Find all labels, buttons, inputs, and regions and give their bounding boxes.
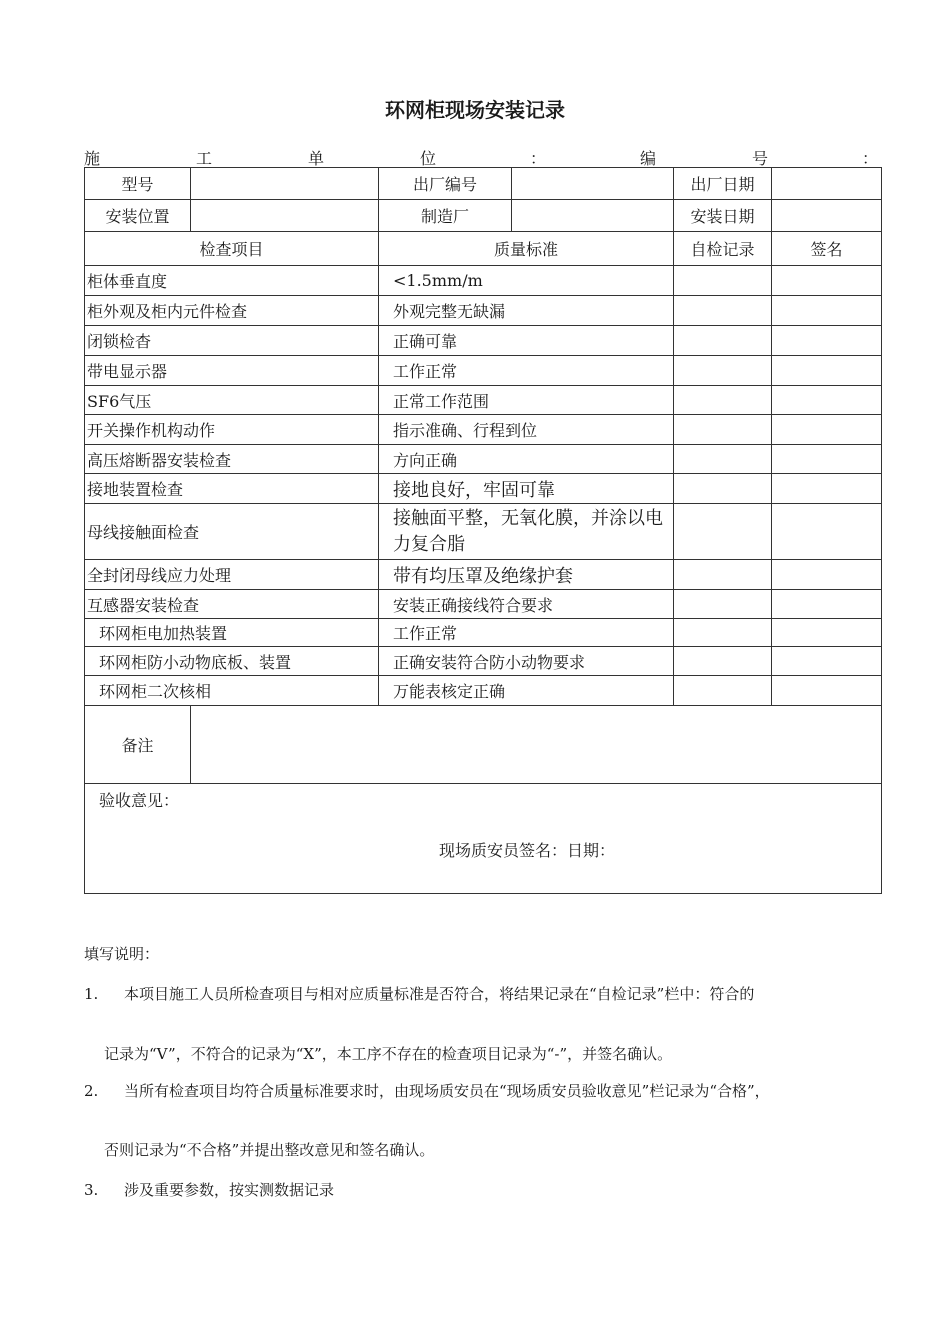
- unit-number-line: [84, 146, 880, 168]
- unit-char: 工: [196, 149, 213, 168]
- self-check-cell[interactable]: [674, 504, 772, 560]
- serial-label: 出厂编号: [379, 168, 512, 200]
- table-row: [85, 356, 882, 386]
- signature-cell[interactable]: [772, 647, 882, 676]
- check-item: 高压熔断器安装检查: [85, 445, 379, 474]
- quality-standard: 安装正确接线符合要求: [379, 590, 674, 619]
- note-2: [84, 1081, 864, 1101]
- self-check-cell[interactable]: [674, 474, 772, 504]
- check-item: 带电显示器: [85, 356, 379, 386]
- signature-cell[interactable]: [772, 619, 882, 647]
- factory-date-label: 出厂日期: [674, 168, 772, 200]
- remarks-field[interactable]: [191, 706, 882, 784]
- acceptance-label: 验收意见：: [99, 791, 180, 810]
- quality-standard: 接触面平整，无氧化膜，并涂以电力复合脂: [379, 504, 674, 560]
- self-check-cell[interactable]: [674, 445, 772, 474]
- unit-colon: ：: [530, 149, 547, 168]
- note-number: 2.: [84, 1082, 99, 1100]
- number-char: 号: [752, 149, 769, 168]
- serial-field[interactable]: [512, 168, 674, 200]
- check-item: SF6气压: [85, 386, 379, 415]
- self-check-cell[interactable]: [674, 415, 772, 445]
- acceptance-opinion-field[interactable]: [85, 784, 882, 894]
- notes-heading: 填写说明：: [84, 945, 160, 963]
- location-label: 安装位置: [85, 200, 191, 232]
- self-check-cell[interactable]: [674, 356, 772, 386]
- quality-standard: 指示准确、行程到位: [379, 415, 674, 445]
- quality-standard: 正确可靠: [379, 326, 674, 356]
- table-row: [85, 445, 882, 474]
- check-item: 柜外观及柜内元件检查: [85, 296, 379, 326]
- signature-cell[interactable]: [772, 676, 882, 706]
- check-item: 接地装置检查: [85, 474, 379, 504]
- acceptance-sign-label: 现场质安员签名：日期：: [439, 841, 616, 860]
- signature-cell[interactable]: [772, 266, 882, 296]
- unit-char: 施: [84, 149, 101, 168]
- check-item: 开关操作机构动作: [85, 415, 379, 445]
- signature-cell[interactable]: [772, 415, 882, 445]
- install-date-label: 安装日期: [674, 200, 772, 232]
- table-row: [85, 326, 882, 356]
- quality-standard: 工作正常: [379, 619, 674, 647]
- check-item: 环网柜电加热装置: [85, 619, 379, 647]
- number-colon: ：: [862, 149, 879, 168]
- table-row: [85, 296, 882, 326]
- number-char: 编: [640, 149, 657, 168]
- signature-cell[interactable]: [772, 445, 882, 474]
- table-row: [85, 619, 882, 647]
- signature-cell[interactable]: [772, 386, 882, 415]
- signature-cell[interactable]: [772, 326, 882, 356]
- quality-standard: <1.5mm/m: [379, 266, 674, 296]
- table-row: [85, 415, 882, 445]
- note-2-continued: 否则记录为“不合格”并提出整改意见和签名确认。: [104, 1141, 435, 1159]
- check-item: 互感器安装检查: [85, 590, 379, 619]
- col-header-signature: 签名: [772, 232, 882, 266]
- table-row: [85, 504, 882, 560]
- quality-standard: 工作正常: [379, 356, 674, 386]
- install-date-field[interactable]: [772, 200, 882, 232]
- self-check-cell[interactable]: [674, 296, 772, 326]
- location-field[interactable]: [191, 200, 379, 232]
- signature-cell[interactable]: [772, 590, 882, 619]
- maker-field[interactable]: [512, 200, 674, 232]
- note-number: 3.: [84, 1181, 99, 1199]
- col-header-standard: 质量标准: [379, 232, 674, 266]
- quality-standard: 接地良好，牢固可靠: [379, 474, 674, 504]
- quality-standard: 万能表核定正确: [379, 676, 674, 706]
- table-row: [85, 560, 882, 590]
- unit-char: 位: [420, 149, 437, 168]
- page-title: 环网柜现场安装记录: [385, 98, 565, 122]
- table-row: [85, 386, 882, 415]
- table-row: [85, 474, 882, 504]
- model-field[interactable]: [191, 168, 379, 200]
- check-item: 闭锁检杳: [85, 326, 379, 356]
- quality-standard: 正确安装符合防小动物要求: [379, 647, 674, 676]
- note-text: 当所有检查项目均符合质量标准要求时，由现场质安员在“现场质安员验收意见”栏记录为“合格”，: [124, 1082, 770, 1100]
- maker-label: 制造厂: [379, 200, 512, 232]
- check-item: 环网柜防小动物底板、装置: [85, 647, 379, 676]
- note-1: [84, 984, 864, 1004]
- check-item: 柜体垂直度: [85, 266, 379, 296]
- self-check-cell[interactable]: [674, 560, 772, 590]
- col-header-self-check: 自检记录: [674, 232, 772, 266]
- signature-cell[interactable]: [772, 504, 882, 560]
- table-row: [85, 266, 882, 296]
- model-label: 型号: [85, 168, 191, 200]
- signature-cell[interactable]: [772, 474, 882, 504]
- self-check-cell[interactable]: [674, 676, 772, 706]
- table-row: [85, 676, 882, 706]
- note-3: [84, 1180, 864, 1200]
- self-check-cell[interactable]: [674, 590, 772, 619]
- factory-date-field[interactable]: [772, 168, 882, 200]
- col-header-item: 检查项目: [85, 232, 379, 266]
- install-record-table: [84, 167, 882, 894]
- note-text: 本项目施工人员所检查项目与相对应质量标准是否符合，将结果记录在“自检记录”栏中：符合的: [124, 985, 755, 1003]
- note-1-continued: 记录为“V”，不符合的记录为“X”，本工序不存在的检查项目记录为“-”，并签名确认。: [104, 1045, 673, 1063]
- check-item: 母线接触面检查: [85, 504, 379, 560]
- quality-standard: 带有均压罩及绝缘护套: [379, 560, 674, 590]
- signature-cell[interactable]: [772, 356, 882, 386]
- note-text: 涉及重要参数，按实测数据记录: [124, 1181, 335, 1199]
- table-row: [85, 590, 882, 619]
- quality-standard: 外观完整无缺漏: [379, 296, 674, 326]
- check-item: 环网柜二次核相: [85, 676, 379, 706]
- self-check-cell[interactable]: [674, 647, 772, 676]
- quality-standard: 正常工作范围: [379, 386, 674, 415]
- self-check-cell[interactable]: [674, 326, 772, 356]
- table-row: [85, 647, 882, 676]
- self-check-cell[interactable]: [674, 386, 772, 415]
- unit-char: 单: [308, 149, 325, 168]
- remarks-label: 备注: [85, 706, 191, 784]
- quality-standard: 方向正确: [379, 445, 674, 474]
- self-check-cell[interactable]: [674, 619, 772, 647]
- self-check-cell[interactable]: [674, 266, 772, 296]
- note-number: 1.: [84, 985, 99, 1003]
- signature-cell[interactable]: [772, 296, 882, 326]
- check-item: 全封闭母线应力处理: [85, 560, 379, 590]
- signature-cell[interactable]: [772, 560, 882, 590]
